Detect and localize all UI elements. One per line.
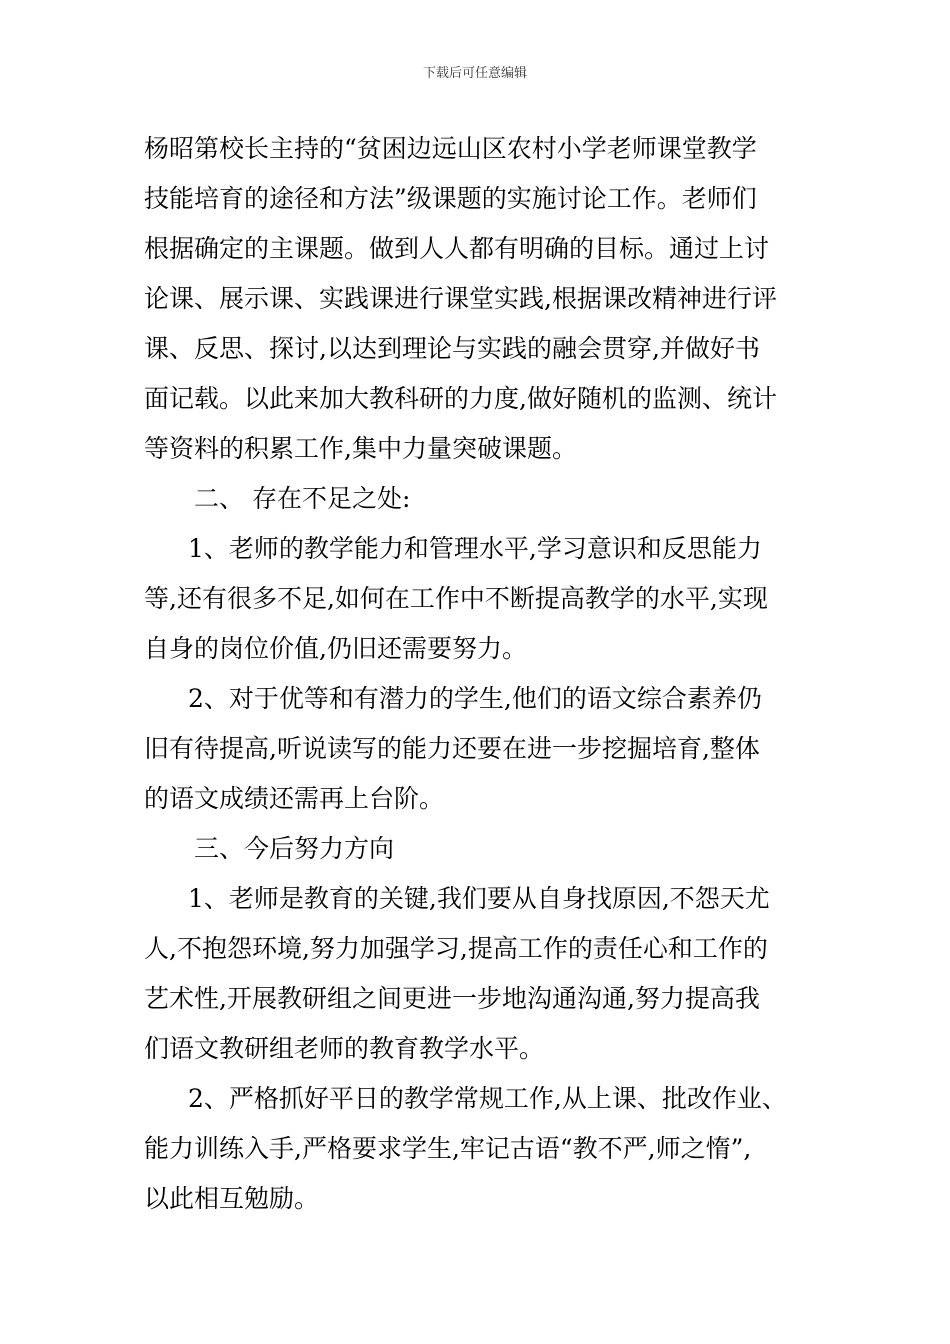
text-line: 1、老师的教学能力和管理水平,学习意识和反思能力 <box>188 534 762 563</box>
text-line: 等资料的积累工作,集中力量突破课题。 <box>144 434 577 463</box>
text-line: 杨昭第校长主持的“贫困边远山区农村小学老师课堂教学 <box>144 134 757 163</box>
text-line: 艺术性,开展教研组之间更进一步地沟通沟通,努力提高我 <box>144 984 760 1013</box>
text-line: 论课、展示课、实践课进行课堂实践,根据课改精神进行评 <box>144 284 777 313</box>
text-line: 自身的岗位价值,仍旧还需要努力。 <box>144 634 527 663</box>
document-body <box>144 124 809 1224</box>
text-line: 人,不抱怨环境,努力加强学习,提高工作的责任心和工作的 <box>144 934 768 963</box>
text-line: 们语文教研组老师的教育教学水平。 <box>144 1034 545 1063</box>
text-line: 2、对于优等和有潜力的学生,他们的语文综合素养仍 <box>188 684 762 713</box>
text-line: 课、反思、探讨,以达到理论与实践的融会贯穿,并做好书 <box>144 334 760 363</box>
text-line: 的语文成绩还需再上台阶。 <box>144 784 445 813</box>
section-heading: 二、 存在不足之处: <box>194 484 411 513</box>
text-line: 根据确定的主课题。做到人人都有明确的目标。通过上讨 <box>144 234 770 263</box>
text-line: 面记载。以此来加大教科研的力度,做好随机的监测、统计 <box>144 384 777 413</box>
text-line: 旧有待提高,听说读写的能力还要在进一步挖掘培育,整体 <box>144 734 760 763</box>
page-header: 下载后可任意编辑 <box>422 66 527 81</box>
text-line: 2、严格抓好平日的教学常规工作,从上课、批改作业、 <box>188 1084 787 1113</box>
text-line: 等,还有很多不足,如何在工作中不断提高教学的水平,实现 <box>144 584 768 613</box>
text-line: 以此相互勉励。 <box>144 1184 320 1213</box>
section-heading: 三、今后努力方向 <box>194 834 395 863</box>
text-line: 1、老师是教育的关键,我们要从自身找原因,不怨天尤 <box>188 884 770 913</box>
text-line: 技能培育的途径和方法”级课题的实施讨论工作。老师们 <box>144 184 757 213</box>
text-line: 能力训练入手,严格要求学生,牢记古语“教不严,师之惰”, <box>144 1134 752 1163</box>
